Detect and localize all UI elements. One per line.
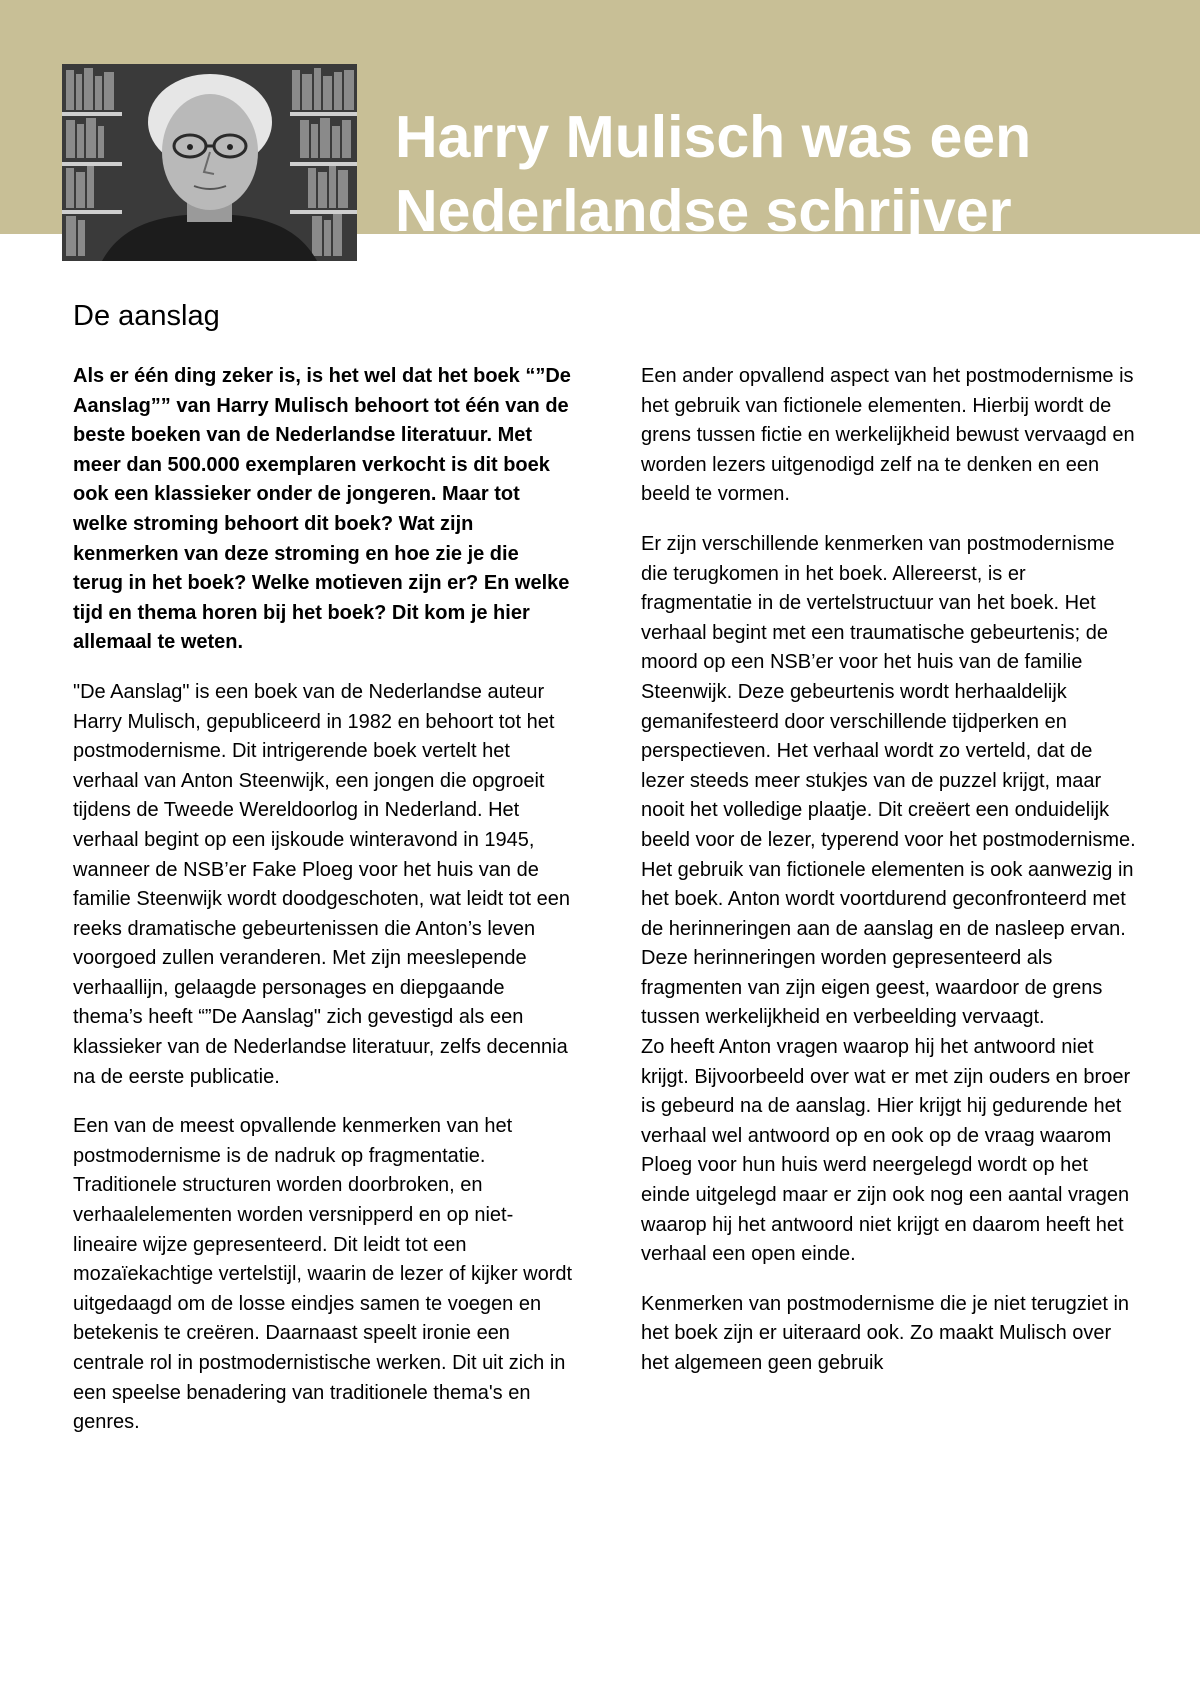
intro-paragraph: Als er één ding zeker is, is het wel dat het boek “”De Aanslag”” van Harry Mulisch behoort tot één van de beste boeken van de Nederlandse literatuur. Met meer dan 500.000 exemplaren verkocht is dit boek ook een klassieker onder de jongeren. Maar tot welke stroming behoort dit boek? Wat zijn kenmerken van deze stroming en hoe zie je die terug in het boek? Welke motieven zijn er? En welke tijd en thema horen bij het boek? Dit kom je hier allemaal te weten.: [73, 365, 571, 654]
left-paragraph-2: Een van de meest opvallende kenmerken van het postmodernisme is de nadruk op fragmentatie. Traditionele structuren worden doorbroken, en verhaalelementen worden versnipperd en op niet-lineaire wijze gepresenteerd. Dit leidt tot een mozaïekachtige vertelstijl, waarin de lezer of kijker wordt uitgedaagd om de losse eindjes samen te voegen en betekenis te creëren. Daarnaast speelt ironie een centrale rol in postmodernistische werken. Dit uit zich in een speelse benadering van traditionele thema's en genres.: [73, 1115, 573, 1434]
author-portrait: [62, 64, 357, 261]
page-title: Harry Mulisch was een Nederlandse schrijver: [395, 104, 1032, 244]
left-column: [73, 362, 573, 1458]
right-paragraph-5: Kenmerken van postmodernisme die je niet terugziet in het boek zijn er uiteraard ook. Zo maakt Mulisch over het algemeen geen gebruik: [641, 1292, 1130, 1374]
header-title-clip: [395, 100, 1175, 244]
article-heading: De aanslag: [73, 300, 220, 332]
right-column: [641, 362, 1141, 1399]
right-paragraph-3: Het gebruik van fictionele elementen is ook aanwezig in het boek. Anton wordt voortdurend geconfronteerd met de herinneringen aan de aanslag en de nasleep ervan. Deze herinneringen worden gepresenteerd als fragmenten van zijn eigen geest, waardoor de grens tussen werkelijkheid en verbeelding vervaagt.: [641, 858, 1134, 1029]
left-paragraph-1: "De Aanslag" is een boek van de Nederlandse auteur Harry Mulisch, gepubliceerd in 1982 en behoort tot het postmodernisme. Dit intrigerende boek vertelt het verhaal van Anton Steenwijk, een jongen die opgroeit tijdens de Tweede Wereldoorlog in Nederland. Het verhaal begint op een ijskoude winteravond in 1945, wanneer de NSB’er Fake Ploeg voor het huis van de familie Steenwijk wordt doodgeschoten, wat leidt tot een reeks dramatische gebeurtenissen die Anton’s leven voorgoed zullen veranderen. Met zijn meeslepende verhaallijn, gelaagde personages en diepgaande thema’s heeft “”De Aanslag" zich gevestigd als een klassieker van de Nederlandse literatuur, zelfs decennia na de eerste publicatie.: [73, 680, 570, 1088]
portrait-photo-icon: [62, 64, 357, 261]
right-paragraph-1: Een ander opvallend aspect van het postmodernisme is het gebruik van fictionele elementen. Hierbij wordt de grens tussen fictie en werkelijkheid bewust vervaagd en worden lezers uitgenodigd zelf na te denken en een beeld te vormen.: [641, 365, 1135, 506]
right-paragraph-2: Er zijn verschillende kenmerken van postmodernisme die terugkomen in het boek. Allereerst, is er fragmentatie in de vertelstructuur van het boek. Het verhaal begint met een traumatische gebeurtenis; de moord op een NSB’er voor het huis van de familie Steenwijk. Deze gebeurtenis wordt herhaaldelijk gemanifesteerd door verschillende tijdperken en perspectieven. Het verhaal wordt zo verteld, dat de lezer steeds meer stukjes van de puzzel krijgt, maar nooit het volledige plaatje. Dit creëert een onduidelijk beeld voor de lezer, typerend voor het postmodernisme.: [641, 532, 1136, 851]
right-paragraph-4: Zo heeft Anton vragen waarop hij het antwoord niet krijgt. Bijvoorbeeld over wat er met zijn ouders en broer is gebeurd na de aanslag. Hier krijgt hij gedurende het verhaal wel antwoord op en ook op de vraag waarom Ploeg voor hun huis werd neergelegd wordt op het einde uitgelegd maar er zijn ook nog een aantal vragen waarop hij het antwoord niet krijgt en daarom heeft het verhaal een open einde.: [641, 1036, 1131, 1266]
